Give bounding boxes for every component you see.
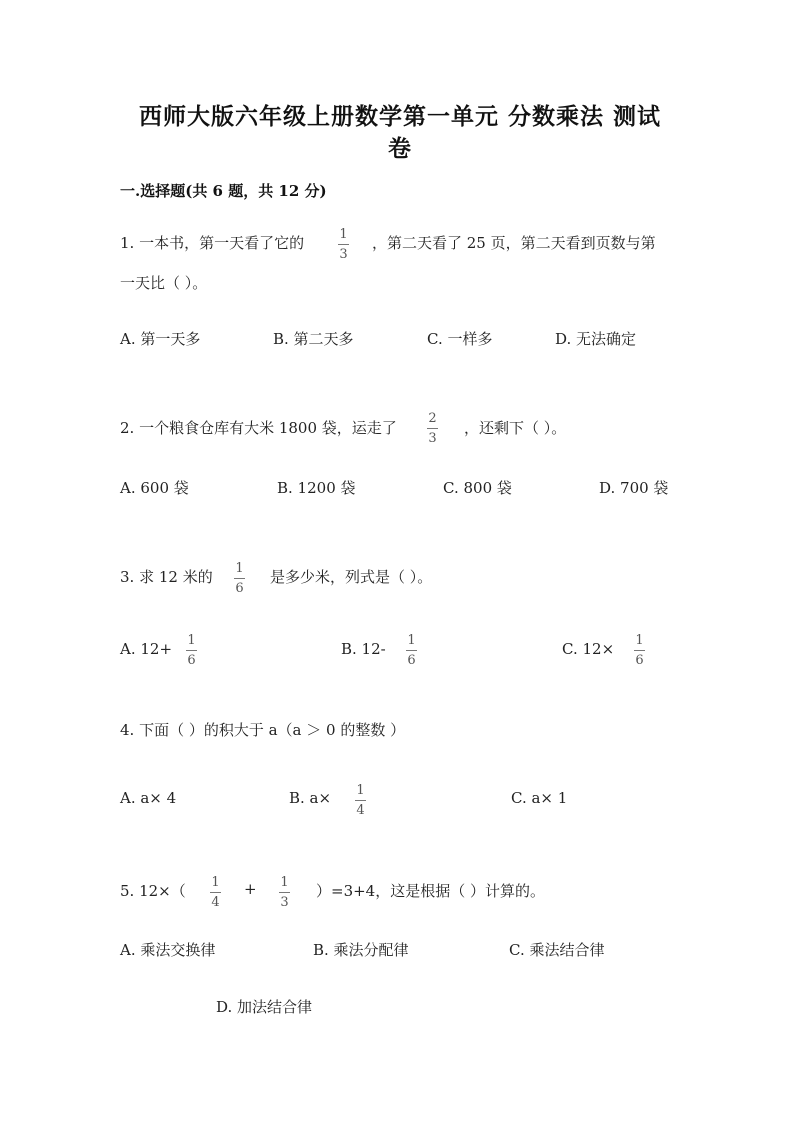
q5-frac1-den: 4 — [211, 895, 220, 910]
q3-opt-b-den: 6 — [407, 653, 416, 668]
q1-option-d[interactable]: D. 无法确定 — [555, 330, 637, 348]
q2-option-d[interactable]: D. 700 袋 — [599, 479, 669, 497]
q4-option-a[interactable]: A. a× 4 — [120, 789, 177, 807]
q1-option-b[interactable]: B. 第二天多 — [273, 330, 354, 348]
q3-option-c-fraction — [634, 634, 645, 667]
q1-frac-num: 1 — [339, 227, 348, 242]
q1-frac-den: 3 — [339, 247, 348, 262]
q5-option-c[interactable]: C. 乘法结合律 — [509, 941, 605, 959]
q3-opt-b-num: 1 — [407, 633, 416, 648]
q5-option-b[interactable]: B. 乘法分配律 — [313, 941, 409, 959]
q2-text-a: 2. 一个粮食仓库有大米 1800 袋，运走了 — [120, 419, 397, 437]
q2-option-c[interactable]: C. 800 袋 — [443, 479, 512, 497]
q4-option-b-fraction — [355, 784, 366, 817]
q1-text-c: 一天比（ ）。 — [120, 274, 208, 292]
q1-option-c[interactable]: C. 一样多 — [427, 330, 493, 348]
q5-text-a: 5. 12×（ — [120, 882, 186, 900]
q1-text-b: ，第二天看了 25 页，第二天看到页数与第 — [372, 234, 656, 252]
page-title-line1: 西师大版六年级上册数学第一单元 分数乘法 测试 — [138, 103, 661, 130]
q5-text-b: ）=3+4，这是根据（ ）计算的。 — [316, 882, 545, 900]
q3-text-a: 3. 求 12 米的 — [120, 568, 213, 586]
q1-fraction — [338, 228, 349, 261]
q1-text-a: 1. 一本书，第一天看了它的 — [120, 234, 305, 252]
q3-option-a[interactable]: A. 12+ — [120, 640, 173, 658]
q5-fraction-1 — [210, 876, 221, 909]
q4-text: 4. 下面（ ）的积大于 a（a ＞ 0 的整数 ） — [120, 721, 406, 739]
q2-option-a[interactable]: A. 600 袋 — [120, 479, 189, 497]
page-title-line2: 卷 — [388, 135, 412, 162]
q5-option-d[interactable]: D. 加法结合律 — [216, 998, 313, 1016]
q3-opt-c-den: 6 — [635, 653, 644, 668]
q5-frac2-den: 3 — [280, 895, 289, 910]
section-heading: 一.选择题(共 6 题，共 12 分) — [120, 182, 327, 200]
q4-opt-b-den: 4 — [356, 803, 365, 818]
q2-fraction — [427, 412, 438, 445]
q4-option-b[interactable]: B. a× — [289, 789, 332, 807]
q3-fraction — [234, 562, 245, 595]
q3-opt-a-num: 1 — [187, 633, 196, 648]
q3-option-a-fraction — [186, 634, 197, 667]
q5-frac2-num: 1 — [280, 875, 289, 890]
q4-opt-b-num: 1 — [356, 783, 365, 798]
q5-option-a[interactable]: A. 乘法交换律 — [120, 941, 216, 959]
q3-option-c[interactable]: C. 12× — [562, 640, 615, 658]
q4-option-c[interactable]: C. a× 1 — [511, 789, 568, 807]
q2-frac-num: 2 — [428, 411, 437, 426]
q2-frac-den: 3 — [428, 431, 437, 446]
q3-text-b: 是多少米，列式是（ ）。 — [270, 568, 433, 586]
q5-plus: + — [244, 880, 257, 898]
q3-option-b[interactable]: B. 12- — [341, 640, 386, 658]
q3-frac-num: 1 — [235, 561, 244, 576]
q3-option-b-fraction — [406, 634, 417, 667]
q2-text-b: ，还剩下（ ）。 — [464, 419, 567, 437]
q5-frac1-num: 1 — [211, 875, 220, 890]
q5-fraction-2 — [279, 876, 290, 909]
q3-opt-a-den: 6 — [187, 653, 196, 668]
q3-frac-den: 6 — [235, 581, 244, 596]
q1-option-a[interactable]: A. 第一天多 — [120, 330, 201, 348]
q3-opt-c-num: 1 — [635, 633, 644, 648]
q2-option-b[interactable]: B. 1200 袋 — [277, 479, 356, 497]
